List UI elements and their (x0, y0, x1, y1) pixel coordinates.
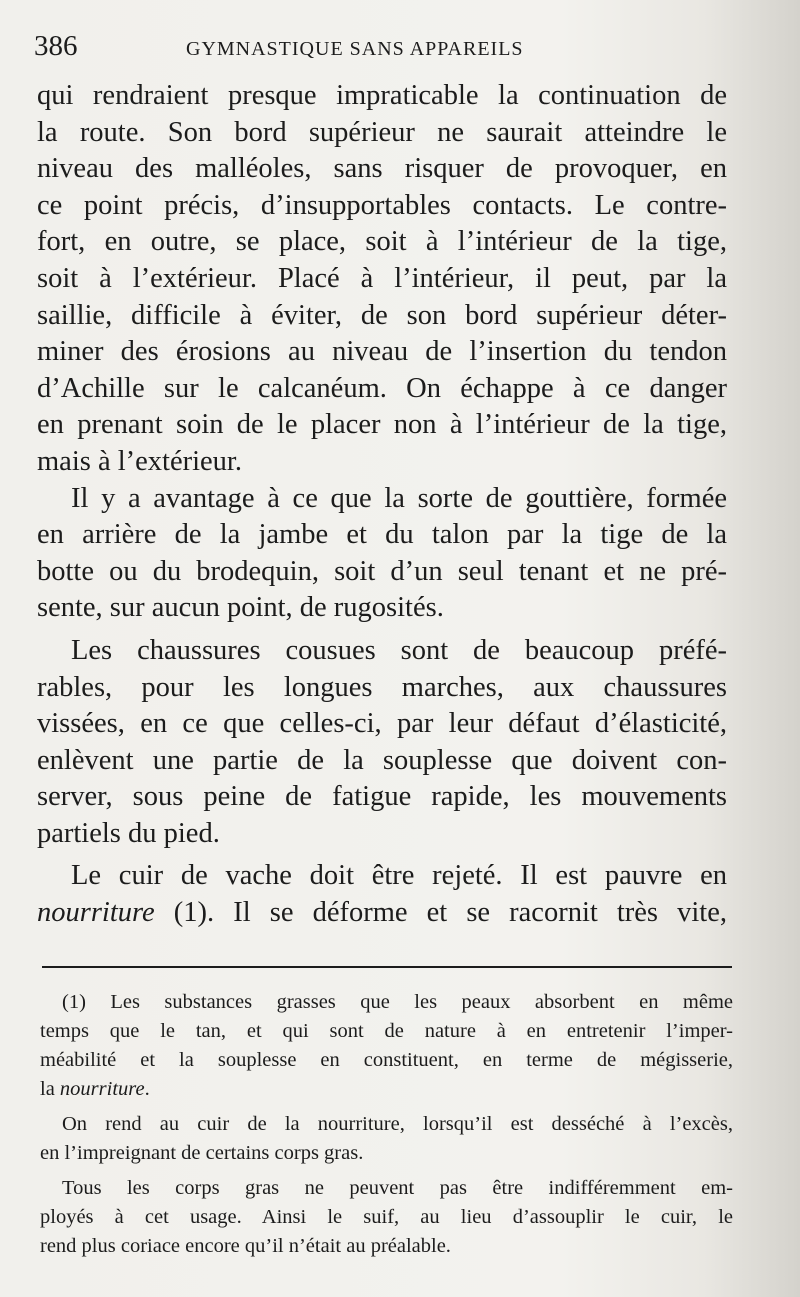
text-line: mais à l’extérieur. (37, 445, 242, 477)
text-line: miner des érosions au niveau de l’insertion du tendon (37, 336, 727, 368)
text-line: soit à l’extérieur. Placé à l’intérieur, il peut, par la (37, 262, 727, 294)
footnote-line (40, 1075, 733, 1104)
text-line: niveau des malléoles, sans risquer de provoquer, en (37, 153, 727, 185)
text-line: vissées, en ce que celles-ci, par leur défaut d’élasticité, (37, 708, 727, 740)
text-line: partiels du pied. (37, 817, 220, 849)
text-line: d’Achille sur le calcanéum. On échappe à ce danger (37, 372, 727, 404)
footnote-2 (40, 1110, 733, 1168)
page-header (34, 30, 740, 70)
text-fragment: la (40, 1078, 60, 1100)
text-line: fort, en outre, se place, soit à l’intérieur de la tige, (37, 226, 727, 258)
text-line: en arrière de la jambe et du talon par la tige de la (37, 519, 727, 551)
italic-term: nourriture (37, 897, 155, 929)
text-line: Les chaussures cousues sont de beaucoup préfé- (71, 634, 727, 666)
paragraph (37, 633, 727, 853)
text-line: en prenant soin de le placer non à l’intérieur de la tige, (37, 409, 727, 441)
paragraph (37, 858, 727, 931)
footnote-line: en l’impreignant de certains corps gras. (40, 1142, 364, 1164)
footnote-line: Tous les corps gras ne peuvent pas être indifféremment em- (62, 1177, 733, 1199)
text-line: server, sous peine de fatigue rapide, les mouvements (37, 781, 727, 813)
footnote-3 (40, 1174, 733, 1261)
text-fragment: (1). Il se déforme et se racornit très vite, (154, 897, 727, 929)
text-line: rables, pour les longues marches, aux chaussures (37, 671, 727, 703)
paragraph (37, 78, 727, 481)
footnote-line: (1) Les substances grasses que les peaux absorbent en même (62, 991, 733, 1013)
footnote-line: temps que le tan, et qui sont de nature à en entretenir l’imper- (40, 1020, 733, 1042)
text-line: qui rendraient presque impraticable la continuation de (37, 80, 727, 111)
text-line: botte ou du brodequin, soit d’un seul tenant et ne pré- (37, 555, 727, 587)
text-fragment: . (144, 1078, 150, 1100)
text-line: saillie, difficile à éviter, de son bord supérieur déter- (37, 299, 727, 331)
footnote-1 (40, 988, 733, 1104)
footnote-line: ployés à cet usage. Ainsi le suif, au lieu d’assouplir le cuir, le (40, 1206, 733, 1228)
text-line: Le cuir de vache doit être rejeté. Il est pauvre en (71, 860, 727, 892)
footnotes (40, 988, 733, 1261)
footnote-separator (42, 966, 732, 968)
text-line: sente, sur aucun point, de rugosités. (37, 592, 444, 624)
page-number: 386 (34, 30, 78, 62)
text-line: ce point précis, d’insupportables contacts. Le contre- (37, 189, 727, 221)
italic-term: nourriture (59, 1078, 145, 1100)
footnote-line: méabilité et la souplesse en constituent, en terme de mégisserie, (40, 1049, 733, 1071)
text-line (37, 895, 727, 932)
paragraph (37, 481, 727, 627)
main-text (37, 78, 727, 932)
text-line: la route. Son bord supérieur ne saurait atteindre le (37, 116, 727, 148)
text-line: Il y a avantage à ce que la sorte de gouttière, formée (71, 482, 727, 514)
footnote-line: rend plus coriace encore qu’il n’était au préalable. (40, 1235, 451, 1257)
text-line: enlèvent une partie de la souplesse que doivent con- (37, 744, 727, 776)
running-title: GYMNASTIQUE SANS APPAREILS (186, 38, 524, 60)
footnote-line: On rend au cuir de la nourriture, lorsqu’il est desséché à l’excès, (62, 1113, 733, 1135)
